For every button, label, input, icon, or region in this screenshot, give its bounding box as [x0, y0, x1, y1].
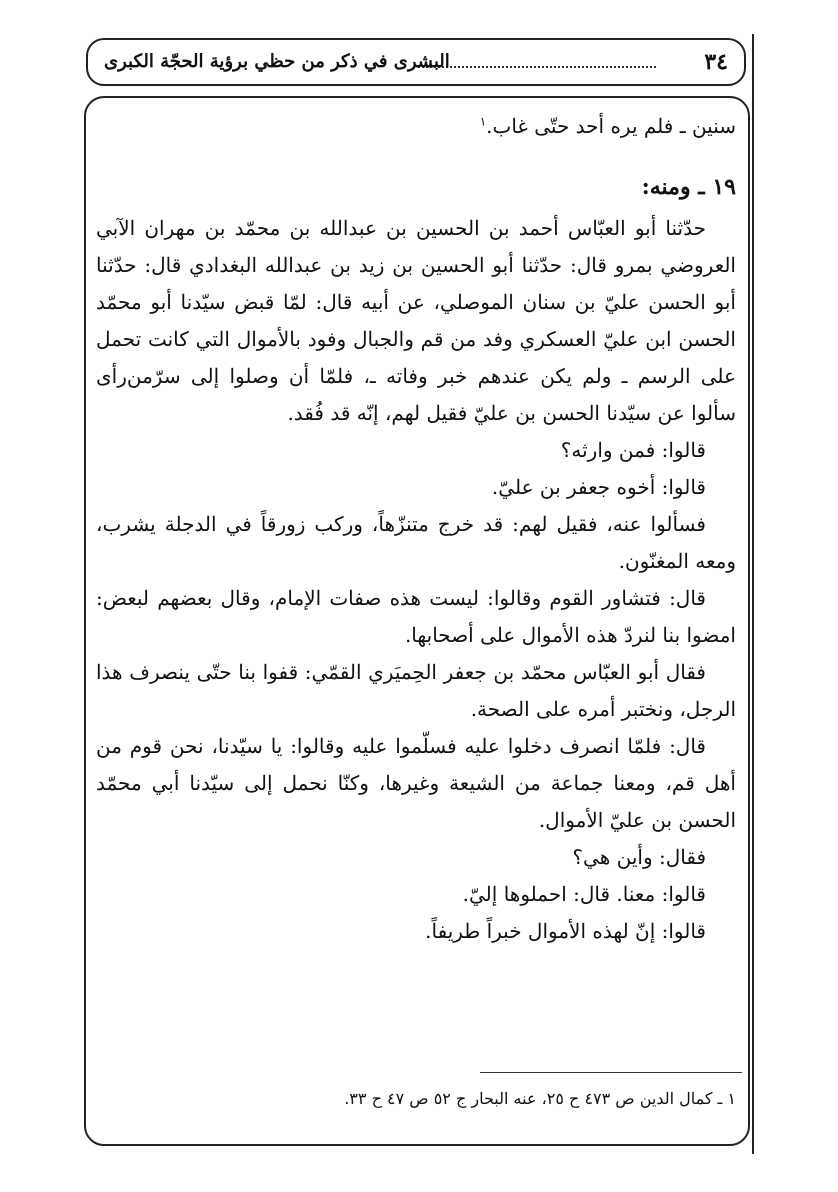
- paragraph: [96, 108, 736, 145]
- paragraph: قال: فتشاور القوم وقالوا: ليست هذه صفات الإمام، وقال بعضهم لبعض: امضوا بنا لنردّ هذه الأموال على أصحابها.: [96, 586, 736, 647]
- margin-rule: [752, 34, 754, 1154]
- footnote: ١ ـ كمال الدين ص ٤٧٣ ح ٢٥، عنه البحار ج ٥٢ ص ٤٧ ح ٣٣.: [344, 1089, 736, 1108]
- paragraph: قالوا: إنّ لهذه الأموال خبراً طريفاً.: [425, 919, 706, 943]
- paragraph: قالوا: معنا. قال: احملوها إليّ.: [462, 882, 706, 906]
- page-number: ٣٤: [704, 49, 728, 75]
- paragraph-text: سنين ـ فلم يره أحد حتّى غاب.: [486, 114, 736, 138]
- header-dot-leader: [418, 66, 656, 68]
- footnote-ref: ١: [479, 114, 487, 129]
- paragraph: فقال أبو العبّاس محمّد بن جعفر الحِميَري القمّي: قفوا بنا حتّى ينصرف هذا الرجل، ونختبر أمره على الصحة.: [96, 660, 736, 721]
- footnote-separator: [480, 1072, 742, 1073]
- page-body: [96, 108, 736, 950]
- book-title: البشرى في ذكر من حظي برؤية الحجّة الكبرى: [104, 51, 450, 72]
- paragraph: فسألوا عنه، فقيل لهم: قد خرج متنزّهاً، وركب زورقاً في الدجلة يشرب، ومعه المغنّون.: [96, 512, 736, 573]
- paragraph: حدّثنا أبو العبّاس أحمد بن الحسين بن عبدالله بن محمّد بن مهران الآبي العروضي بمرو قال: حدّثنا أبو الحسين بن زيد بن عبدالله البغدادي قال: حدّثنا أبو الحسن عليّ بن سنان الموصلي، عن أبيه قال: لمّا قبض سيّدنا أبو محمّد الحسن ابن عليّ العسكري وفد من قم والجبال وفود بالأموال التي كانت تحمل على الرسم ـ ولم يكن عندهم خبر وفاته ـ، فلمّا أن وصلوا إلى سرّمن‌رأى سألوا عن سيّدنا الحسن بن عليّ فقيل لهم، إنّه قد فُقد.: [96, 216, 736, 425]
- paragraph: قال: فلمّا انصرف دخلوا عليه فسلّموا عليه وقالوا: يا سيّدنا، نحن قوم من أهل قم، ومعنا جماعة من الشيعة وغيرها، وكنّا نحمل إلى سيّدنا أبي محمّد الحسن بن عليّ الأموال.: [96, 734, 736, 832]
- paragraph: قالوا: أخوه جعفر بن عليّ.: [491, 475, 706, 499]
- paragraph: فقال: وأين هي؟: [572, 845, 706, 869]
- running-header: [86, 38, 746, 86]
- section-heading: ١٩ ـ ومنه:: [641, 174, 736, 200]
- paragraph: قالوا: فمن وارثه؟: [560, 438, 706, 462]
